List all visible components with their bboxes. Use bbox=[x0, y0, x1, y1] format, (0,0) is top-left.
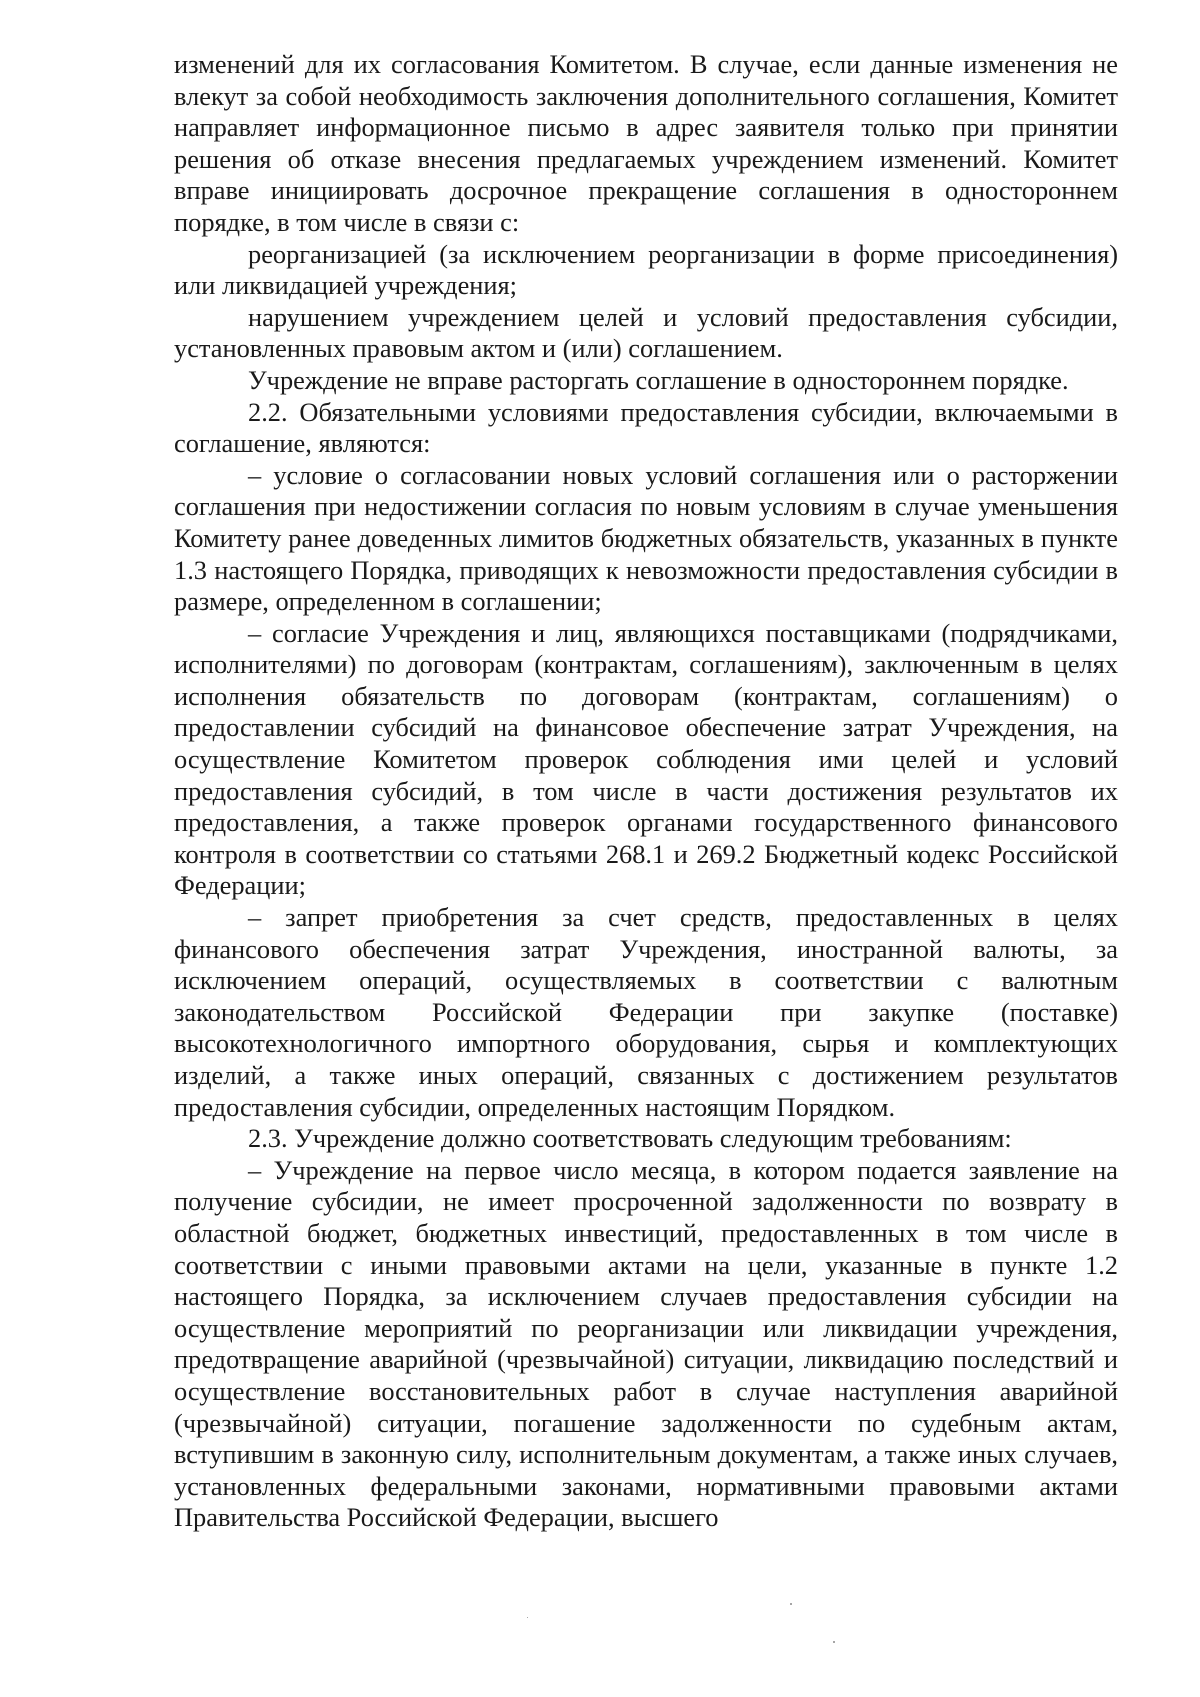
paragraph: – согласие Учреждения и лиц, являющихся поставщиками (подрядчиками, исполнителями) по договорам (контрактам, соглашениям), заключенным в целях исполнения обязательств по договорам (контрактам, соглашениям) о предоставлении субсидий на финансовое обеспечение затрат Учреждения, на осуществление Комитетом проверок соблюдения ими целей и условий предоставления субсидий, в том числе в части достижения результатов их предоставления, а также проверок органами государственного финансового контроля в соответствии со статьями 268.1 и 269.2 Бюджетный кодекс Российской Федерации; bbox=[174, 617, 1118, 901]
paragraph: – условие о согласовании новых условий соглашения или о расторжении соглашения при недостижении согласия по новым условиям в случае уменьшения Комитету ранее доведенных лимитов бюджетных обязательств, указанных в пункте 1.3 настоящего Порядка, приводящих к невозможности предоставления субсидии в размере, определенном в соглашении; bbox=[174, 459, 1118, 617]
paragraph: реорганизацией (за исключением реорганизации в форме присоединения) или ликвидацией учреждения; bbox=[174, 238, 1118, 301]
paragraph: Учреждение не вправе расторгать соглашение в одностороннем порядке. bbox=[248, 364, 1069, 395]
paragraph: – запрет приобретения за счет средств, предоставленных в целях финансового обеспечения затрат Учреждения, иностранной валюты, за исключением операций, осуществляемых в соответствии с валютным законодательством Российской Федерации при закупке (поставке) высокотехнологичного импортного оборудования, сырья и комплектующих изделий, а также иных операций, связанных с достижением результатов предоставления субсидии, определенных настоящим Порядком. bbox=[174, 902, 1118, 1122]
document-body bbox=[174, 49, 1118, 1534]
paragraph: 2.3. Учреждение должно соответствовать следующим требованиям: bbox=[248, 1123, 1012, 1154]
paragraph: изменений для их согласования Комитетом. В случае, если данные изменения не влекут за собой необходимость заключения дополнительного соглашения, Комитет направляет информационное письмо в адрес заявителя только при принятии решения об отказе внесения предлагаемых учреждением изменений. Комитет вправе инициировать досрочное прекращение соглашения в одностороннем порядке, в том числе в связи с: bbox=[174, 49, 1118, 237]
paragraph: – Учреждение на первое число месяца, в котором подается заявление на получение субсидии, не имеет просроченной задолженности по возврату в областной бюджет, бюджетных инвестиций, предоставленных в том числе в соответствии с иными правовыми актами на цели, указанные в пункте 1.2 настоящего Порядка, за исключением случаев предоставления субсидии на осуществление мероприятий по реорганизации или ликвидации учреждения, предотвращение аварийной (чрезвычайной) ситуации, ликвидацию последствий и осуществление восстановительных работ в случае наступления аварийной (чрезвычайной) ситуации, погашение задолженности по судебным актам, вступившим в законную силу, исполнительным документам, а также иных случаев, установленных федеральными законами, нормативными правовыми актами Правительства Российской Федерации, высшего bbox=[174, 1154, 1118, 1533]
scan-speck bbox=[527, 1617, 528, 1618]
paragraph: 2.2. Обязательными условиями предоставления субсидии, включаемыми в соглашение, являются: bbox=[174, 396, 1118, 459]
paragraph: нарушением учреждением целей и условий предоставления субсидии, установленных правовым актом и (или) соглашением. bbox=[174, 301, 1118, 364]
scan-speck bbox=[833, 1641, 835, 1643]
scan-speck bbox=[790, 1603, 792, 1605]
